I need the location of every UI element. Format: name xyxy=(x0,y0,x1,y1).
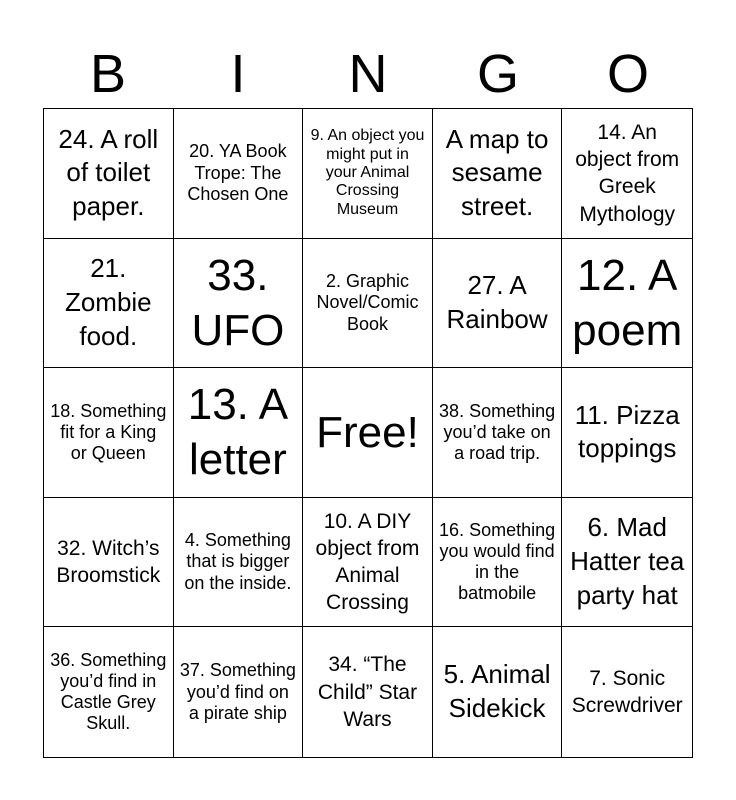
bingo-cell[interactable]: 36. Something you’d find in Castle Grey Skull. xyxy=(44,627,174,757)
header-letter-i: I xyxy=(230,44,246,104)
header-letter-o: O xyxy=(606,44,649,104)
bingo-cell[interactable]: 34. “The Child” Star Wars xyxy=(303,627,433,757)
bingo-cell[interactable]: 38. Something you’d take on a road trip. xyxy=(433,368,563,498)
bingo-cell[interactable]: 16. Something you would find in the batmobile xyxy=(433,498,563,628)
bingo-cell[interactable]: 33. UFO xyxy=(174,239,304,369)
bingo-cell[interactable]: 24. A roll of toilet paper. xyxy=(44,109,174,239)
bingo-cell[interactable]: 27. A Rainbow xyxy=(433,239,563,369)
header-letter-b: B xyxy=(89,44,127,104)
bingo-cell[interactable]: 6. Mad Hatter tea party hat xyxy=(562,498,692,628)
header-letter-n: N xyxy=(348,44,388,104)
bingo-cell[interactable]: 20. YA Book Trope: The Chosen One xyxy=(174,109,304,239)
bingo-cell[interactable]: A map to sesame street. xyxy=(433,109,563,239)
free-cell[interactable]: Free! xyxy=(303,368,433,498)
bingo-cell[interactable]: 9. An object you might put in your Animal Crossing Museum xyxy=(303,109,433,239)
header-letter-g: G xyxy=(476,44,519,104)
bingo-cell[interactable]: 4. Something that is bigger on the inside. xyxy=(174,498,304,628)
bingo-cell[interactable]: 7. Sonic Screwdriver xyxy=(571,666,683,718)
bingo-cell[interactable]: 14. An object from Greek Mythology xyxy=(562,109,692,239)
bingo-cell[interactable]: 12. A poem xyxy=(562,239,692,369)
bingo-header xyxy=(43,40,693,108)
bingo-cell[interactable]: 5. Animal Sidekick xyxy=(433,627,563,757)
bingo-cell[interactable]: 32. Witch’s Broomstick xyxy=(44,498,174,628)
bingo-cell[interactable]: 10. A DIY object from Animal Crossing xyxy=(303,498,433,628)
bingo-cell[interactable]: 11. Pizza toppings xyxy=(562,368,692,498)
bingo-cell[interactable]: 37. Something you’d find on a pirate ship xyxy=(174,627,304,757)
bingo-cell[interactable]: 18. Something fit for a King or Queen xyxy=(44,368,174,498)
bingo-cell[interactable]: 13. A letter xyxy=(174,368,304,498)
bingo-grid xyxy=(43,108,693,758)
bingo-cell[interactable]: 21. Zombie food. xyxy=(44,239,174,369)
bingo-cell[interactable]: 2. Graphic Novel/Comic Book xyxy=(303,239,433,369)
